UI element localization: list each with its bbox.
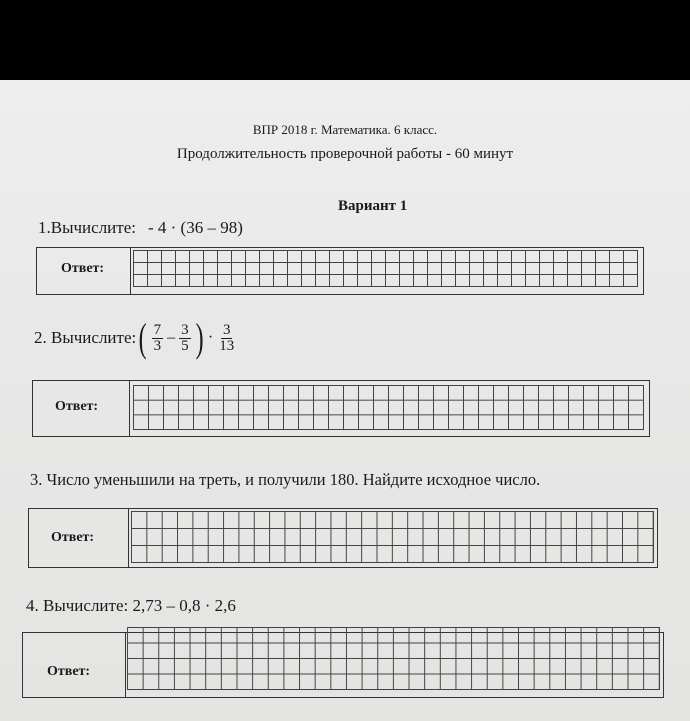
- fraction-7-3: [152, 323, 164, 354]
- fraction-3-13: [217, 323, 236, 354]
- answer-grid[interactable]: [133, 250, 638, 287]
- task-1: [38, 218, 243, 238]
- minus-sign: –: [167, 329, 176, 346]
- header-title: ВПР 2018 г. Математика. 6 класс.: [252, 122, 438, 137]
- task-4-label: 4. Вычислите: 2,73 – 0,8 · 2,6: [26, 596, 236, 615]
- fraction-numerator: 3: [222, 321, 231, 338]
- answer-box-4[interactable]: [22, 632, 664, 698]
- answer-label: Ответ:: [61, 261, 105, 276]
- answer-divider: [129, 381, 130, 436]
- answer-grid[interactable]: [127, 627, 660, 690]
- fraction-denominator: 5: [181, 337, 189, 354]
- answer-box-2[interactable]: [32, 380, 650, 437]
- answer-divider: [128, 509, 129, 567]
- answer-label: Ответ:: [55, 399, 99, 414]
- task-1-expression: - 4 · (36 – 98): [147, 218, 243, 237]
- task-2-label: 2. Вычислите:: [34, 328, 137, 347]
- left-paren: (: [138, 315, 147, 360]
- task-3: [30, 470, 540, 490]
- fraction-denominator: 3: [153, 337, 162, 354]
- answer-divider: [125, 633, 126, 697]
- answer-grid[interactable]: [131, 511, 654, 563]
- fraction-3-5: [179, 323, 191, 354]
- fraction-numerator: 7: [153, 321, 162, 338]
- test-sheet: [0, 80, 690, 721]
- fraction-denominator: 13: [219, 337, 235, 354]
- answer-box-3[interactable]: [28, 508, 658, 568]
- answer-grid[interactable]: [133, 385, 644, 430]
- task-1-label: 1.Вычислите:: [38, 218, 136, 237]
- answer-label: Ответ:: [51, 530, 95, 545]
- header-duration: Продолжительность проверочной работы - 60 минут: [176, 146, 514, 162]
- fraction-numerator: 3: [181, 321, 189, 338]
- multiply-dot: ·: [207, 329, 214, 346]
- variant-title: Вариант 1: [338, 198, 408, 214]
- task-4: [26, 596, 236, 616]
- answer-divider: [130, 248, 131, 294]
- right-paren: ): [195, 315, 204, 360]
- task-2: [34, 315, 238, 360]
- task-3-label: 3. Число уменьшили на треть, и получили 180. Найдите исходное число.: [30, 470, 541, 489]
- answer-label: Ответ:: [47, 664, 91, 679]
- answer-box-1[interactable]: [36, 247, 644, 295]
